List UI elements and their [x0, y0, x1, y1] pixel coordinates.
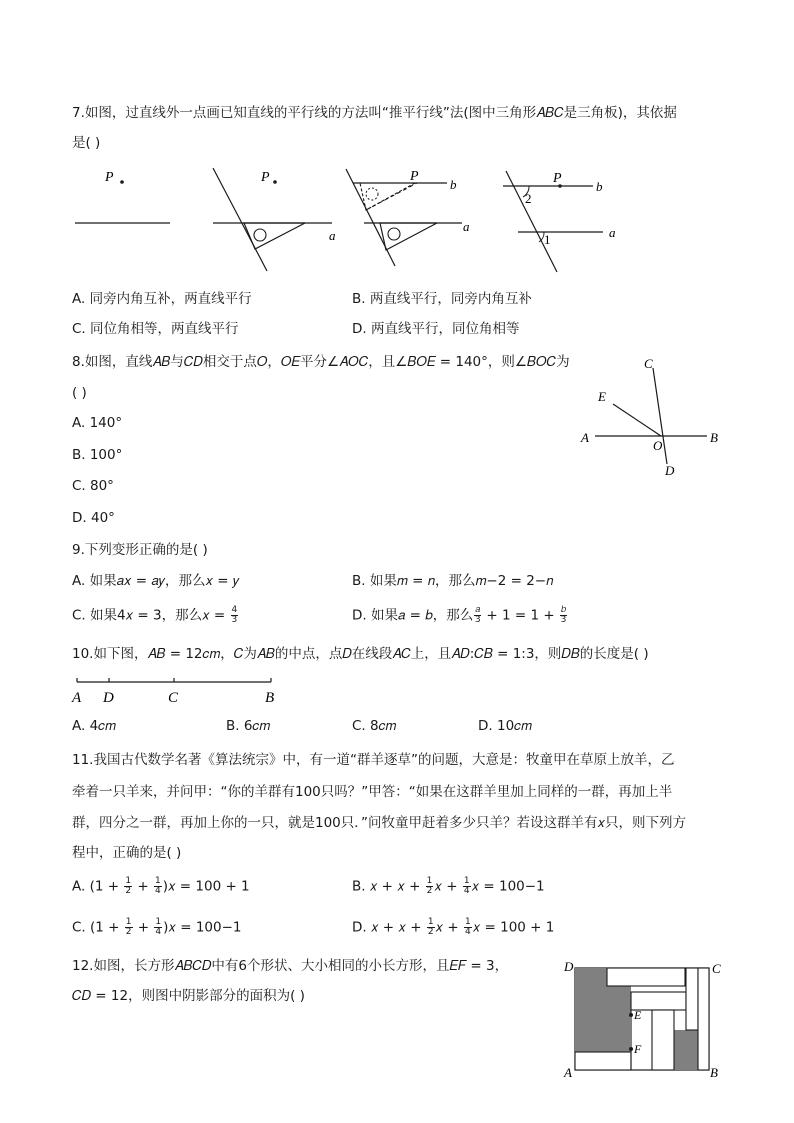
q11-option-b-frac-half-num: 1: [426, 876, 433, 886]
q11-option-b-post: 𝑥 = 100−1: [471, 878, 545, 895]
q11-option-a-frac-half: [124, 877, 132, 896]
q7-panel3-triangle-old: [360, 183, 415, 210]
q7-panel-2: [213, 168, 336, 271]
q7-panel4-label-a: a: [609, 225, 616, 240]
q7-panel2-triangle: [244, 223, 305, 249]
q11-option-b-frac-quarter: [463, 877, 471, 896]
q11-option-a-frac-quarter: [154, 877, 162, 896]
q11-option-b-frac-quarter-den: 4: [463, 886, 470, 896]
q10-option-b[interactable]: B. 6𝑐𝑚: [226, 718, 271, 734]
q11-stem-line1: 11.我国古代数学名著《算法统宗》中，有一道“群羊逐草”的问题，大意是：牧童甲在草原上放羊，乙: [72, 752, 675, 768]
q7-option-d[interactable]: D. 两直线平行，同位角相等: [352, 321, 520, 337]
q11-option-c-mid: +: [133, 919, 154, 936]
q11-option-b-frac-quarter-num: 1: [463, 876, 470, 886]
q7-panel2-label-a: a: [329, 228, 336, 243]
q11-option-c-frac-quarter-den: 4: [155, 927, 162, 937]
q12-small-rect-6: [575, 1052, 631, 1070]
q7-option-a[interactable]: A. 同旁内角互补，两直线平行: [72, 291, 252, 307]
q10-label-d: D: [103, 690, 114, 706]
q7-panel3-point-p: P: [410, 169, 419, 184]
q12-point-e: [629, 1013, 633, 1017]
q11-option-d-pre: D. 𝑥 + 𝑥 +: [352, 919, 426, 936]
q11-option-a-frac-half-den: 2: [125, 886, 132, 896]
q9-option-d-fraction-2: [560, 606, 567, 625]
q7-panel4-angle1-label: 1: [544, 232, 551, 247]
q11-option-d-frac-quarter: [464, 918, 472, 937]
q11-option-a-frac-half-num: 1: [125, 876, 132, 886]
q9-option-c-denominator: 3: [231, 615, 238, 625]
q10-option-d[interactable]: D. 10𝑐𝑚: [478, 718, 532, 734]
q11-option-d-post: 𝑥 = 100 + 1: [472, 919, 555, 936]
q9-stem: 9.下列变形正确的是( ): [72, 542, 208, 558]
q11-option-c-frac-quarter: [154, 918, 162, 937]
q9-option-c-numerator: 4: [231, 605, 238, 615]
q11-option-b-pre: B. 𝑥 + 𝑥 +: [352, 878, 425, 895]
q9-option-c-fraction: [231, 606, 239, 625]
q11-stem-line3: 群，四分之一群，再加上你的一只，就是100只．”问牧童甲赶着多少只羊？若设这群羊有𝑥只，则下列方: [72, 815, 687, 831]
q9-option-d-numerator-2: 𝑏: [561, 605, 567, 615]
q7-option-b[interactable]: B. 两直线平行，同旁内角互补: [352, 291, 532, 307]
q7-panel2-point-p: P: [261, 170, 270, 185]
q7-stem-line1: 7.如图，过直线外一点画已知直线的平行线的方法叫“推平行线”法(图中三角形𝐴𝐵𝐶是三角板)，其依据: [72, 105, 677, 121]
q7-panel3-hole: [388, 228, 400, 240]
q7-panel-4: [503, 171, 616, 272]
q11-option-b-frac-half: [426, 877, 434, 896]
q10-option-c[interactable]: C. 8𝑐𝑚: [352, 718, 397, 734]
q12-figure: [560, 955, 730, 1083]
q11-option-b-frac-half-den: 2: [426, 886, 433, 896]
q7-panel3-label-b: b: [450, 177, 457, 192]
q7-figure: [60, 160, 640, 275]
q12-point-f: [629, 1047, 633, 1051]
q12-small-rect-5: [698, 968, 709, 1070]
q11-option-a-pre: A. (1 +: [72, 878, 124, 895]
q12-small-rect-3: [686, 968, 698, 1030]
q11-option-d-frac-quarter-den: 4: [464, 927, 471, 937]
q11-option-c-pre: C. (1 +: [72, 919, 124, 936]
q12-label-a: A: [564, 1065, 572, 1080]
q11-option-d-mid: 𝑥 +: [435, 919, 463, 936]
q9-option-d-text: D. 如果𝑎 = 𝑏，那么: [352, 607, 474, 624]
q8-label-e: E: [598, 389, 606, 404]
q11-option-d-frac-half-num: 1: [427, 917, 434, 927]
q9-option-b[interactable]: B. 如果𝑚 = 𝑛，那么𝑚−2 = 2−𝑛: [352, 573, 554, 589]
q11-option-a-post: )𝑥 = 100 + 1: [162, 878, 250, 895]
q11-option-d-frac-half-den: 2: [427, 927, 434, 937]
q7-panel-1: [75, 170, 170, 223]
q8-label-a: A: [581, 430, 589, 445]
q11-stem-line2: 牵着一只羊来，并问甲：“你的羊群有100只吗？”甲答：“如果在这群羊里加上同样的一群，再加上半: [72, 784, 673, 800]
q10-option-a[interactable]: A. 4𝑐𝑚: [72, 718, 116, 734]
q7-panel2-point-dot: [273, 180, 277, 184]
q10-label-a: A: [72, 690, 82, 706]
q12-stem-line1: 12.如图，长方形𝐴𝐵𝐶𝐷中有6个形状、大小相同的小长方形，且𝐸𝐹 = 3，: [72, 958, 509, 974]
q11-option-a-mid: +: [133, 878, 153, 895]
q11-option-c-frac-half-den: 2: [125, 927, 132, 937]
q11-option-c-frac-quarter-num: 1: [155, 917, 162, 927]
q7-stem-line2: 是( ): [72, 135, 101, 151]
q9-option-d-middle: + 1 = 1 +: [482, 607, 560, 624]
q8-label-c: C: [644, 356, 653, 371]
q9-option-c-text: C. 如果4𝑥 = 3，那么𝑥 =: [72, 607, 230, 624]
q7-panel4-point-p: P: [553, 171, 562, 186]
q9-option-d-denominator-2: 3: [560, 615, 567, 625]
q7-panel3-hole-old: [366, 188, 378, 200]
q8-option-a[interactable]: A. 140°: [72, 415, 123, 431]
q11-option-b-mid: 𝑥 +: [434, 878, 462, 895]
q7-panel-3: [346, 169, 470, 266]
q9-option-d-numerator-1: 𝑎: [475, 605, 481, 615]
q11-stem-line4: 程中，正确的是( ): [72, 845, 182, 861]
q12-label-f: F: [634, 1042, 642, 1056]
q8-ray-oe: [613, 404, 661, 436]
q8-option-b[interactable]: B. 100°: [72, 447, 123, 463]
q11-option-c-frac-half-num: 1: [125, 917, 132, 927]
q9-option-a[interactable]: A. 如果𝑎𝑥 = 𝑎𝑦，那么𝑥 = 𝑦: [72, 573, 240, 589]
q7-panel2-setsquare-edge: [213, 168, 267, 271]
q11-option-d-frac-half: [427, 918, 435, 937]
q12-label-c: C: [712, 961, 721, 976]
q7-panel4-label-b: b: [596, 179, 603, 194]
q7-panel1-point-p: P: [105, 170, 114, 185]
q11-option-a[interactable]: [72, 877, 250, 896]
q8-stem-line2: ( ): [72, 385, 87, 401]
q7-panel4-angle2-label: 2: [525, 191, 532, 206]
q11-option-c-post: )𝑥 = 100−1: [163, 919, 242, 936]
q12-small-rect-1: [607, 968, 685, 986]
q10-stem: 10.如下图，𝐴𝐵 = 12𝑐𝑚，𝐶为𝐴𝐵的中点，点𝐷在线段𝐴𝐶上，且𝐴𝐷:𝐶𝐵 = 1:3，则𝐷𝐵的长度是( ): [72, 646, 649, 662]
q9-option-d[interactable]: [352, 606, 568, 625]
q10-figure: [66, 670, 296, 710]
q8-stem-line1: 8.如图，直线𝐴𝐵与𝐶𝐷相交于点𝑂，𝑂𝐸平分∠𝐴𝑂𝐶，且∠𝐵𝑂𝐸 = 140°，则∠𝐵𝑂𝐶为: [72, 354, 570, 370]
q11-option-a-frac-quarter-den: 4: [154, 886, 161, 896]
q11-option-d[interactable]: [352, 918, 554, 937]
q8-label-o: O: [653, 438, 663, 453]
q8-option-d[interactable]: D. 40°: [72, 510, 115, 526]
q10-label-b: B: [265, 690, 275, 706]
q11-option-d-frac-quarter-num: 1: [464, 917, 471, 927]
q9-option-c[interactable]: [72, 606, 239, 625]
q8-label-b: B: [710, 430, 718, 445]
q7-panel3-label-a: a: [463, 219, 470, 234]
q7-panel3-dashed-line: [366, 183, 417, 210]
q8-label-d: D: [665, 463, 675, 478]
q7-panel1-point-dot: [120, 180, 124, 184]
q7-option-c[interactable]: C. 同位角相等，两直线平行: [72, 321, 239, 337]
q11-option-a-frac-quarter-num: 1: [154, 876, 161, 886]
q8-figure: [575, 352, 735, 482]
q7-panel2-hole: [254, 229, 266, 241]
q9-option-d-fraction-1: [474, 606, 481, 625]
q12-stem-line2: 𝐶𝐷 = 12，则图中阴影部分的面积为( ): [72, 988, 305, 1004]
q11-option-b[interactable]: [352, 877, 545, 896]
q12-label-e: E: [634, 1008, 642, 1022]
q10-label-c: C: [168, 690, 179, 706]
q12-small-rect-4: [652, 1010, 674, 1070]
q11-option-c-frac-half: [125, 918, 133, 937]
q9-option-d-denominator-1: 3: [474, 615, 481, 625]
q8-option-c[interactable]: C. 80°: [72, 478, 114, 494]
q12-label-b: B: [710, 1065, 718, 1080]
q12-label-d: D: [564, 959, 574, 974]
q11-option-c[interactable]: [72, 918, 242, 937]
